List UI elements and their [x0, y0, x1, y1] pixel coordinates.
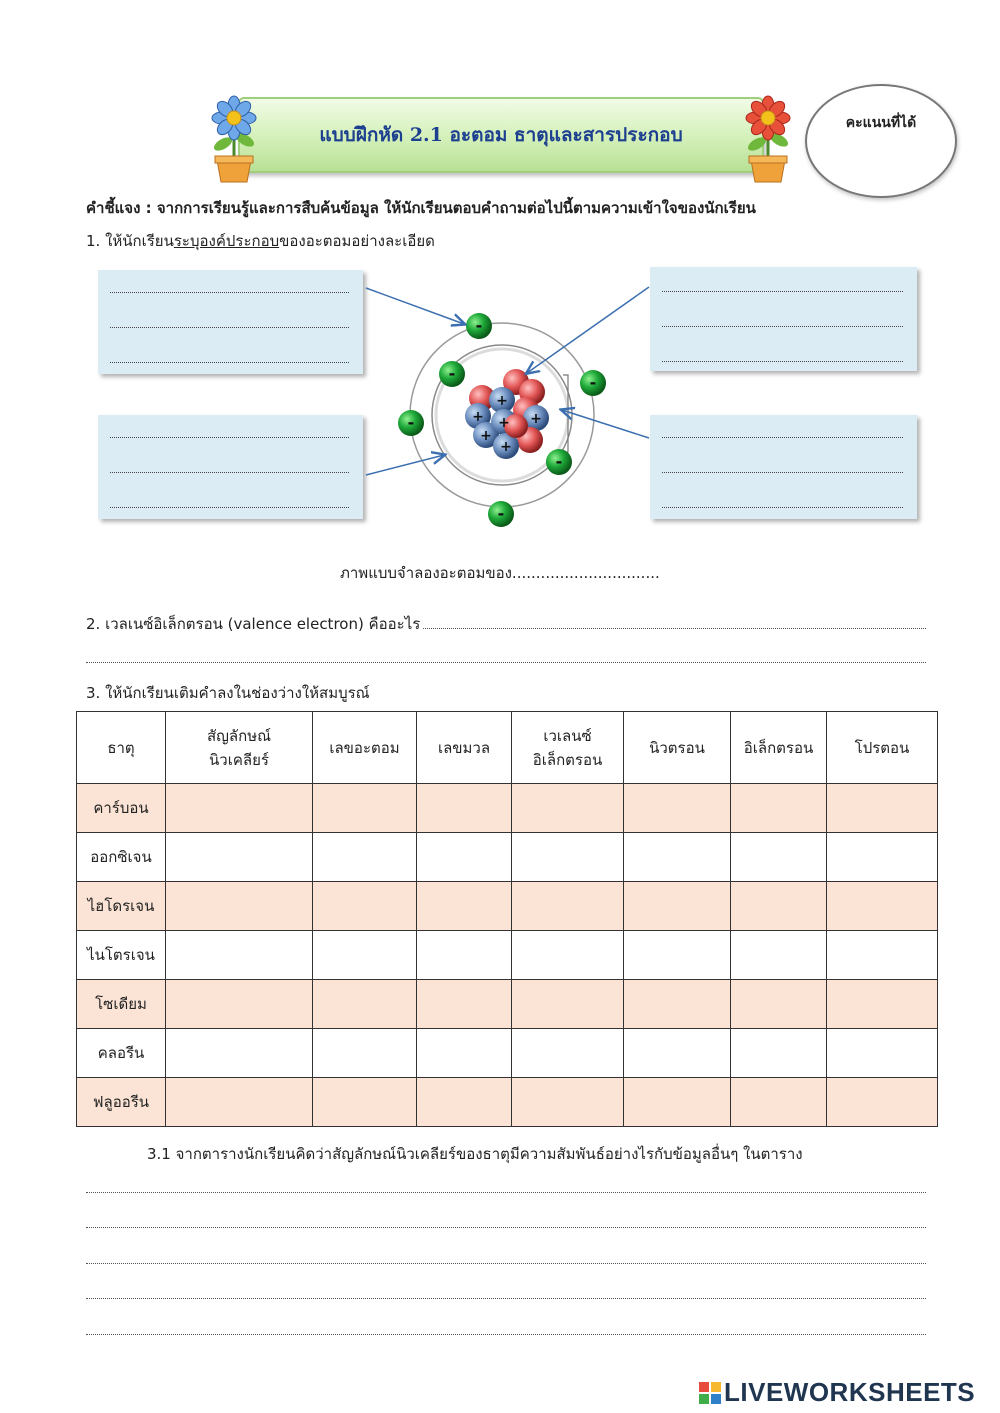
- answer-cell[interactable]: [512, 1078, 624, 1127]
- header-valence-electron: เวเลนซ์ อิเล็กตรอน: [512, 712, 624, 784]
- answer-cell[interactable]: [731, 1029, 827, 1078]
- score-label: คะแนนที่ได้: [845, 115, 917, 131]
- answer-cell[interactable]: [166, 980, 313, 1029]
- answer-cell[interactable]: [417, 931, 512, 980]
- answer-cell[interactable]: [512, 833, 624, 882]
- score-box[interactable]: [805, 84, 957, 198]
- proton-sign: +: [530, 411, 542, 427]
- electron-sign: -: [589, 373, 597, 392]
- element-name: ไนโตรเจน: [77, 931, 166, 980]
- proton-sign: +: [480, 428, 492, 444]
- answer-cell[interactable]: [731, 784, 827, 833]
- answer-cell[interactable]: [624, 784, 731, 833]
- answer-cell[interactable]: [166, 784, 313, 833]
- answer-cell[interactable]: [512, 980, 624, 1029]
- answer-line[interactable]: [86, 1334, 926, 1335]
- answer-cell[interactable]: [313, 1078, 417, 1127]
- answer-cell[interactable]: [417, 1029, 512, 1078]
- header-neutron: นิวตรอน: [624, 712, 731, 784]
- answer-cell[interactable]: [827, 784, 938, 833]
- answer-cell[interactable]: [313, 931, 417, 980]
- answer-cell[interactable]: [417, 882, 512, 931]
- element-name: ไฮโดรเจน: [77, 882, 166, 931]
- answer-cell[interactable]: [313, 833, 417, 882]
- liveworksheets-icon: [698, 1381, 722, 1405]
- element-name: คาร์บอน: [77, 784, 166, 833]
- answer-cell[interactable]: [512, 882, 624, 931]
- answer-line[interactable]: [86, 1227, 926, 1228]
- question-3-1: 3.1 จากตารางนักเรียนคิดว่าสัญลักษณ์นิวเคลียร์ของธาตุมีความสัมพันธ์อย่างไรกับข้อมูลอื่นๆ ในตาราง: [147, 1145, 803, 1163]
- answer-cell[interactable]: [512, 784, 624, 833]
- answer-cell[interactable]: [417, 833, 512, 882]
- answer-cell[interactable]: [827, 931, 938, 980]
- answer-cell[interactable]: [313, 1029, 417, 1078]
- element-name: ออกซิเจน: [77, 833, 166, 882]
- electron-sign: -: [475, 316, 483, 335]
- answer-box-bottom-right[interactable]: [650, 415, 917, 519]
- title-banner: [238, 97, 764, 173]
- proton-sign: +: [500, 439, 512, 455]
- proton-sign: +: [496, 393, 508, 409]
- header-mass-number: เลขมวล: [417, 712, 512, 784]
- answer-cell[interactable]: [417, 980, 512, 1029]
- electron-sign: -: [555, 452, 563, 471]
- header-electron: อิเล็กตรอน: [731, 712, 827, 784]
- answer-cell[interactable]: [624, 833, 731, 882]
- answer-cell[interactable]: [166, 833, 313, 882]
- table-row: [77, 882, 938, 931]
- header-nuclear-symbol: สัญลักษณ์ นิวเคลียร์: [166, 712, 313, 784]
- proton-sign: +: [472, 409, 484, 425]
- question-2: 2. เวลเนซ์อิเล็กตรอน (valence electron) คืออะไร: [86, 612, 422, 636]
- electron-sign: -: [407, 413, 415, 432]
- answer-cell[interactable]: [166, 1078, 313, 1127]
- header-atomic-number: เลขอะตอม: [313, 712, 417, 784]
- answer-cell[interactable]: [512, 1029, 624, 1078]
- answer-cell[interactable]: [417, 1078, 512, 1127]
- answer-line[interactable]: [86, 1298, 926, 1299]
- answer-line[interactable]: [86, 1263, 926, 1264]
- flower-pot-right-icon: [737, 92, 799, 184]
- worksheet-title: แบบฝึกหัด 2.1 อะตอม ธาตุและสารประกอบ: [319, 124, 683, 146]
- answer-cell[interactable]: [313, 784, 417, 833]
- answer-cell[interactable]: [417, 784, 512, 833]
- table-row: [77, 833, 938, 882]
- question-3: 3. ให้นักเรียนเติมคำลงในช่องว่างให้สมบูรณ์: [86, 684, 370, 702]
- answer-box-top-right[interactable]: [650, 267, 917, 371]
- answer-cell[interactable]: [624, 980, 731, 1029]
- answer-cell[interactable]: [313, 882, 417, 931]
- element-name: คลอรีน: [77, 1029, 166, 1078]
- proton-sign: +: [498, 415, 510, 431]
- question-1: [86, 229, 435, 253]
- element-name: โซเดียม: [77, 980, 166, 1029]
- answer-cell[interactable]: [624, 882, 731, 931]
- answer-cell[interactable]: [731, 833, 827, 882]
- answer-cell[interactable]: [731, 931, 827, 980]
- header-element: ธาตุ: [77, 712, 166, 784]
- answer-cell[interactable]: [624, 1078, 731, 1127]
- answer-cell[interactable]: [512, 931, 624, 980]
- liveworksheets-logo: [698, 1377, 975, 1408]
- table-row: [77, 980, 938, 1029]
- answer-box-bottom-left[interactable]: [98, 415, 363, 519]
- table-row: [77, 1029, 938, 1078]
- answer-cell[interactable]: [166, 882, 313, 931]
- electron-sign: -: [497, 504, 505, 523]
- flower-pot-left-icon: [203, 92, 265, 184]
- answer-cell[interactable]: [827, 833, 938, 882]
- answer-cell[interactable]: [731, 1078, 827, 1127]
- table-row: [77, 784, 938, 833]
- question-1-suffix: ของอะตอมอย่างละเอียด: [279, 232, 435, 250]
- answer-cell[interactable]: [731, 980, 827, 1029]
- liveworksheets-brand: LIVEWORKSHEETS: [724, 1377, 976, 1407]
- header-proton: โปรตอน: [827, 712, 938, 784]
- answer-cell[interactable]: [731, 882, 827, 931]
- table-row: [77, 931, 938, 980]
- question-1-underlined: ระบุองค์ประกอบ: [173, 232, 280, 250]
- question-1-prefix: 1. ให้นักเรียน: [86, 232, 174, 250]
- electron-sign: -: [448, 364, 456, 383]
- answer-cell[interactable]: [827, 1029, 938, 1078]
- table-row: [77, 1078, 938, 1127]
- answer-cell[interactable]: [166, 931, 313, 980]
- answer-line[interactable]: [86, 662, 926, 663]
- answer-cell[interactable]: [624, 931, 731, 980]
- answer-cell[interactable]: [827, 1078, 938, 1127]
- answer-box-top-left[interactable]: [98, 270, 363, 374]
- atom-caption: ภาพแบบจำลองอะตอมของ...............................: [340, 564, 660, 582]
- answer-cell[interactable]: [624, 1029, 731, 1078]
- instructions: คำชี้แจง : จากการเรียนรู้และการสืบค้นข้อมูล ให้นักเรียนตอบคำถามต่อไปนี้ตามความเข้าใจของนักเรียน: [86, 199, 756, 217]
- answer-cell[interactable]: [313, 980, 417, 1029]
- answer-cell[interactable]: [166, 1029, 313, 1078]
- answer-cell[interactable]: [827, 882, 938, 931]
- answer-line[interactable]: [86, 1192, 926, 1193]
- answer-cell[interactable]: [827, 980, 938, 1029]
- element-table: [76, 711, 938, 1127]
- table-header-row: [77, 712, 938, 784]
- atom-model-diagram: [360, 280, 660, 540]
- element-name: ฟลูออรีน: [77, 1078, 166, 1127]
